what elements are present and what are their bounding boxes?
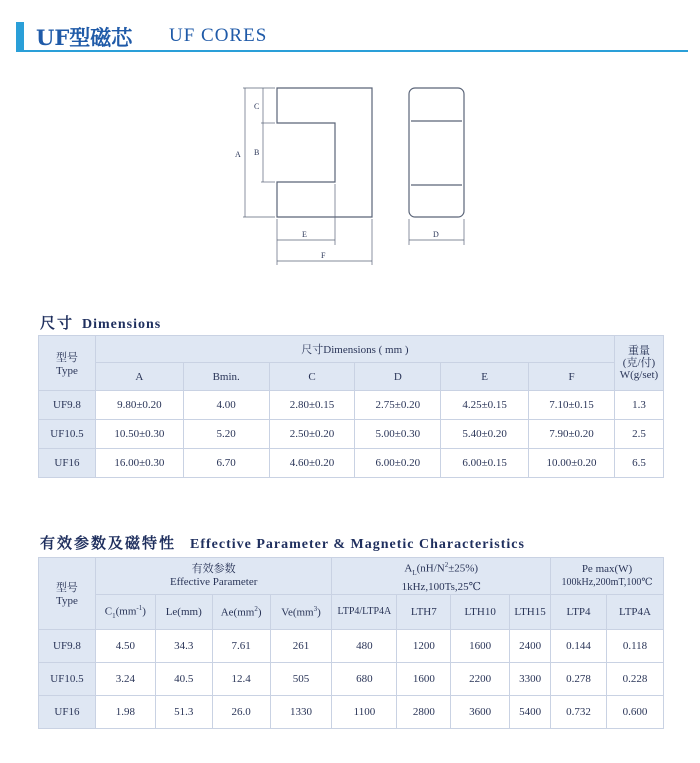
row-type: UF9.8 — [39, 391, 96, 420]
dim-label-b: B — [254, 148, 260, 157]
cell: 1100 — [332, 695, 397, 728]
cell: 0.228 — [606, 662, 663, 695]
eff-param-group — [95, 558, 332, 595]
cell: 2200 — [451, 662, 510, 695]
effective-table — [38, 557, 664, 729]
eff-param-col — [270, 594, 332, 629]
dim-col-header: A — [95, 363, 183, 391]
cell: 505 — [270, 662, 332, 695]
dim-label-c: C — [254, 102, 260, 111]
effective-heading — [40, 532, 525, 553]
core-drawing — [225, 75, 475, 275]
effective-heading-zh: 有效参数及磁特性 — [40, 534, 177, 552]
page-title: UF型磁芯 — [36, 25, 133, 50]
eff-al-group — [332, 558, 551, 595]
eff-al-col: LTH10 — [451, 594, 510, 629]
cell: 6.70 — [183, 449, 269, 478]
table-row — [39, 662, 664, 695]
cell: 2.50±0.20 — [269, 420, 355, 449]
cell: 9.80±0.20 — [95, 391, 183, 420]
table-row — [39, 695, 664, 728]
dim-col-header: Bmin. — [183, 363, 269, 391]
eff-type-header-en: Type — [56, 595, 78, 608]
cell: 7.61 — [212, 629, 270, 662]
cell: 10.00±0.20 — [529, 449, 615, 478]
eff-param-group-zh: 有效参数 — [191, 562, 236, 575]
eff-param-col — [95, 594, 155, 629]
al-unit: (nH/N — [416, 562, 445, 575]
param-col-tail: ) — [142, 605, 146, 618]
header-divider — [16, 50, 688, 52]
u-core-outline — [277, 88, 372, 217]
cell: 3300 — [510, 662, 551, 695]
cell: 2400 — [510, 629, 551, 662]
cell: 4.50 — [95, 629, 155, 662]
cell: 10.50±0.30 — [95, 420, 183, 449]
row-type: UF16 — [39, 695, 96, 728]
eff-pe-col: LTP4A — [606, 594, 663, 629]
cell: 16.00±0.30 — [95, 449, 183, 478]
cell: 3.24 — [95, 662, 155, 695]
cell: 5.00±0.30 — [355, 420, 441, 449]
cell: 261 — [270, 629, 332, 662]
effective-heading-en: Effective Parameter & Magnetic Characteristics — [190, 537, 525, 552]
eff-al-col: LTP4/LTP4A — [332, 594, 397, 629]
dim-type-header — [39, 336, 96, 391]
dim-weight-unit: (克/付) — [622, 357, 656, 369]
cell: 4.25±0.15 — [441, 391, 529, 420]
eff-type-header — [39, 558, 96, 630]
eff-al-col: LTH7 — [397, 594, 451, 629]
cell: 5.40±0.20 — [441, 420, 529, 449]
dim-group-label: 尺寸Dimensions — [301, 344, 376, 356]
cell: 12.4 — [212, 662, 270, 695]
cell: 1.98 — [95, 695, 155, 728]
eff-al-line1 — [332, 558, 550, 580]
cell: 0.144 — [551, 629, 607, 662]
param-col-sup: 2 — [254, 605, 258, 614]
eff-al-line2: 1kHz,100Ts,25℃ — [401, 580, 481, 593]
cell: 6.00±0.20 — [355, 449, 441, 478]
dim-weight-zh: 重量 — [627, 345, 650, 357]
eff-pe-line2: 100kHz,200mT,100℃ — [561, 576, 653, 588]
param-col-sup: -1 — [136, 603, 143, 612]
cell: 0.278 — [551, 662, 607, 695]
cell: 2.75±0.20 — [355, 391, 441, 420]
row-type: UF16 — [39, 449, 96, 478]
cell: 34.3 — [155, 629, 212, 662]
cell: 51.3 — [155, 695, 212, 728]
dimensions-heading-zh: 尺寸 — [40, 314, 75, 332]
al-symbol-sub: L — [412, 568, 417, 577]
eff-param-col — [212, 594, 270, 629]
dim-label-a: A — [235, 150, 241, 159]
param-col-base: Le(mm) — [165, 605, 202, 618]
cell-weight: 2.5 — [614, 420, 663, 449]
cell: 40.5 — [155, 662, 212, 695]
param-col-base: C — [104, 605, 113, 618]
eff-al-col: LTH15 — [510, 594, 551, 629]
header-accent-bar — [16, 22, 24, 52]
table-row — [39, 449, 664, 478]
dimensions-table — [38, 335, 664, 478]
cell: 5400 — [510, 695, 551, 728]
dim-col-header: D — [355, 363, 441, 391]
cell: 1200 — [397, 629, 451, 662]
param-col-unit: (mm — [115, 605, 137, 618]
dim-type-header-zh: 型号 — [55, 352, 78, 364]
dim-label-d: D — [433, 230, 439, 239]
cell: 680 — [332, 662, 397, 695]
table-row — [39, 629, 664, 662]
dimensions-heading-en: Dimensions — [82, 317, 162, 332]
cell: 4.00 — [183, 391, 269, 420]
cell: 4.60±0.20 — [269, 449, 355, 478]
row-type: UF10.5 — [39, 662, 96, 695]
table-row — [39, 391, 664, 420]
side-view-outline — [409, 88, 464, 217]
dim-col-header: C — [269, 363, 355, 391]
param-col-tail: ) — [257, 606, 262, 619]
al-symbol: A — [404, 562, 413, 575]
al-unit-sup: 2 — [444, 561, 449, 569]
cell-weight: 1.3 — [614, 391, 663, 420]
dim-group-unit: ( mm ) — [378, 344, 409, 356]
cell: 1600 — [397, 662, 451, 695]
dim-label-e: E — [302, 230, 307, 239]
cell: 3600 — [451, 695, 510, 728]
cell: 26.0 — [212, 695, 270, 728]
eff-pe-line1: Pe max(W) — [581, 562, 633, 575]
param-col-sup: 3 — [313, 605, 318, 614]
cell: 480 — [332, 629, 397, 662]
cell: 0.118 — [606, 629, 663, 662]
cell: 1600 — [451, 629, 510, 662]
al-tolerance: ±25%) — [448, 562, 479, 575]
dim-col-header: F — [529, 363, 615, 391]
cell: 6.00±0.15 — [441, 449, 529, 478]
eff-param-col — [155, 594, 212, 629]
table-row — [39, 420, 664, 449]
cell: 0.732 — [551, 695, 607, 728]
param-col-base: Ae(mm — [220, 606, 255, 619]
cell: 7.90±0.20 — [529, 420, 615, 449]
dimensions-heading — [40, 312, 161, 333]
eff-type-header-zh: 型号 — [55, 582, 78, 595]
dim-group-header — [95, 336, 614, 363]
cell-weight: 6.5 — [614, 449, 663, 478]
eff-param-group-en: Effective Parameter — [169, 575, 258, 588]
dim-col-header: E — [441, 363, 529, 391]
dim-label-f: F — [321, 251, 326, 260]
eff-pe-col: LTP4 — [551, 594, 607, 629]
eff-pe-group — [551, 558, 664, 595]
row-type: UF9.8 — [39, 629, 96, 662]
param-col-sub: 1 — [112, 611, 116, 620]
param-col-base: Ve(mm — [281, 606, 314, 619]
cell: 0.600 — [606, 695, 663, 728]
cell: 2.80±0.15 — [269, 391, 355, 420]
cell: 2800 — [397, 695, 451, 728]
dim-weight-header — [614, 336, 663, 391]
cell: 1330 — [270, 695, 332, 728]
param-col-tail: ) — [317, 606, 321, 619]
dim-type-header-en: Type — [56, 365, 78, 377]
dim-weight-en: W(g/set) — [619, 369, 659, 381]
row-type: UF10.5 — [39, 420, 96, 449]
cell: 7.10±0.15 — [529, 391, 615, 420]
page-title-en: UF CORES — [169, 25, 268, 46]
cell: 5.20 — [183, 420, 269, 449]
